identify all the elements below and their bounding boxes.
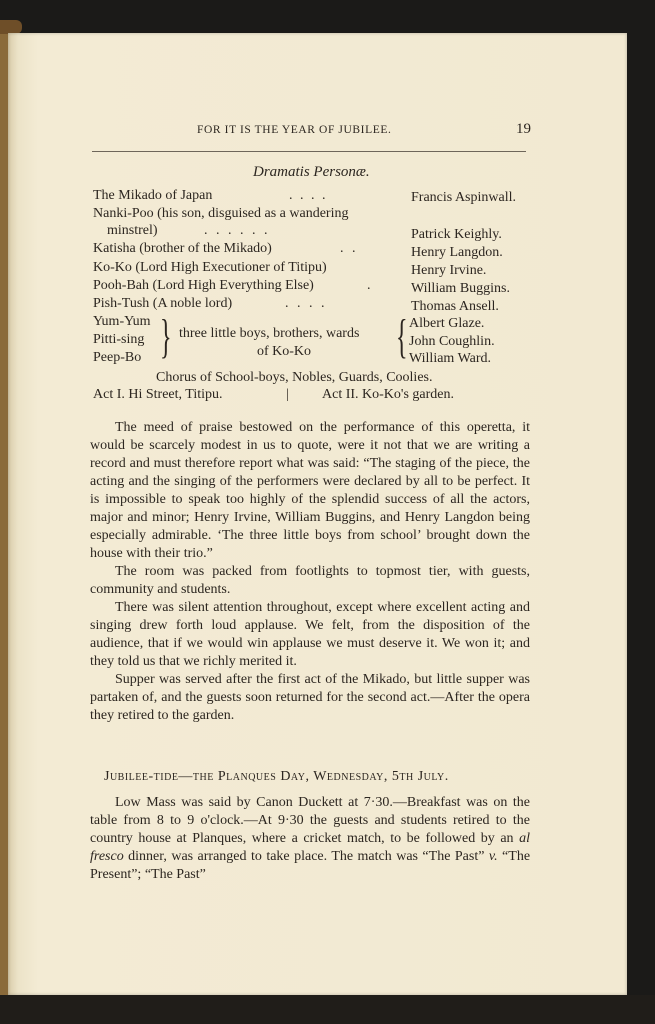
- running-title: FOR IT IS THE YEAR OF JUBILEE.: [197, 124, 392, 136]
- paragraph: There was silent attention throughout, except where excellent acting and singing drew forth loud applause. We felt, from the disposition of the audience, that if we would win applause we must deserve it. We won it; and they told us that we richly merited it.: [90, 600, 530, 669]
- leader-dots: . .: [340, 241, 358, 256]
- text-run: dinner, was arranged to take place. The match was “The Past”: [128, 849, 485, 864]
- act-two: Act II. Ko-Ko's garden.: [322, 387, 454, 402]
- leader-dots: . . . .: [289, 188, 328, 203]
- page-bottom-edge: [0, 995, 655, 1024]
- page-number: 19: [516, 121, 531, 137]
- actor-name: Henry Langdon.: [411, 245, 503, 260]
- actor-name: Albert Glaze.: [409, 316, 485, 331]
- actor-name: Henry Irvine.: [411, 263, 487, 278]
- italic-phrase: v.: [488, 849, 498, 864]
- actor-name: Thomas Ansell.: [411, 299, 499, 314]
- chorus-line: Chorus of School-boys, Nobles, Guards, Coolies.: [156, 370, 433, 385]
- group-description: three little boys, brothers, wards: [179, 326, 360, 341]
- actor-name: William Ward.: [409, 351, 492, 366]
- role-name: minstrel): [107, 223, 158, 238]
- role-name: Peep-Bo: [93, 350, 142, 365]
- section-heading: Jubilee-tide—the Planques Day, Wednesday, 5th July.: [104, 769, 449, 784]
- paragraph: The room was packed from footlights to topmost tier, with guests, community and students.: [90, 564, 530, 597]
- page-tab: [0, 20, 22, 34]
- section-text: [90, 794, 530, 884]
- leader-dots: . . . . . .: [204, 223, 270, 238]
- act-one: Act I. Hi Street, Titipu.: [93, 387, 223, 402]
- actor-name: William Buggins.: [411, 281, 510, 296]
- role-name: Pish-Tush (A noble lord): [93, 296, 233, 311]
- role-name: Katisha (brother of the Mikado): [93, 241, 272, 256]
- act-separator: |: [286, 387, 289, 402]
- actor-name: Francis Aspinwall.: [411, 190, 516, 205]
- actor-name: Patrick Keighly.: [411, 227, 502, 242]
- role-name: Ko-Ko (Lord High Executioner of Titipu): [93, 260, 327, 275]
- italic-phrase: al fresco: [90, 831, 531, 864]
- leader-dots: . . . .: [285, 296, 327, 311]
- role-name: Pitti-sing: [93, 332, 145, 347]
- right-brace: }: [160, 310, 172, 363]
- paragraph: [90, 794, 530, 884]
- text-run: Low Mass was said by Canon Duckett at 7·30.—Breakfast was on the table from 8 to 9 o'clock.—At 9·30 the guests and students retired to the country house at Planques, where a cricket match, to be followed by an: [90, 795, 530, 846]
- actor-name: John Coughlin.: [409, 334, 495, 349]
- text-run: “The Present”; “The Past”: [90, 849, 531, 882]
- group-description: of Ko-Ko: [257, 344, 312, 359]
- leader-dots: .: [367, 278, 371, 293]
- role-name: The Mikado of Japan: [93, 188, 213, 203]
- dramatis-heading: Dramatis Personæ.: [253, 164, 370, 180]
- left-brace: {: [396, 310, 408, 363]
- paragraph: The meed of praise bestowed on the performance of this operetta, it would be scarcely modest in us to quote, were it not that we are writing a record and must therefore report what was said: “The staging of the piece, the acting and the singing of the performers were declared by all to be perfect. It is impossible to speak too highly of the splendid success of all the actors, major and minor; Henry Irvine, William Buggins, and Henry Langdon being especially admirable. ‘The three little boys from school’ brought down the house with their trio.”: [90, 420, 530, 561]
- role-name: Pooh-Bah (Lord High Everything Else): [93, 278, 314, 293]
- header-rule: [92, 151, 526, 152]
- role-name: Nanki-Poo (his son, disguised as a wandering: [93, 206, 349, 221]
- paragraph: Supper was served after the first act of the Mikado, but little supper was partaken of, and the guests soon returned for the second act.—After the opera they retired to the garden.: [90, 672, 530, 723]
- body-text: [90, 419, 530, 725]
- role-name: Yum-Yum: [93, 314, 151, 329]
